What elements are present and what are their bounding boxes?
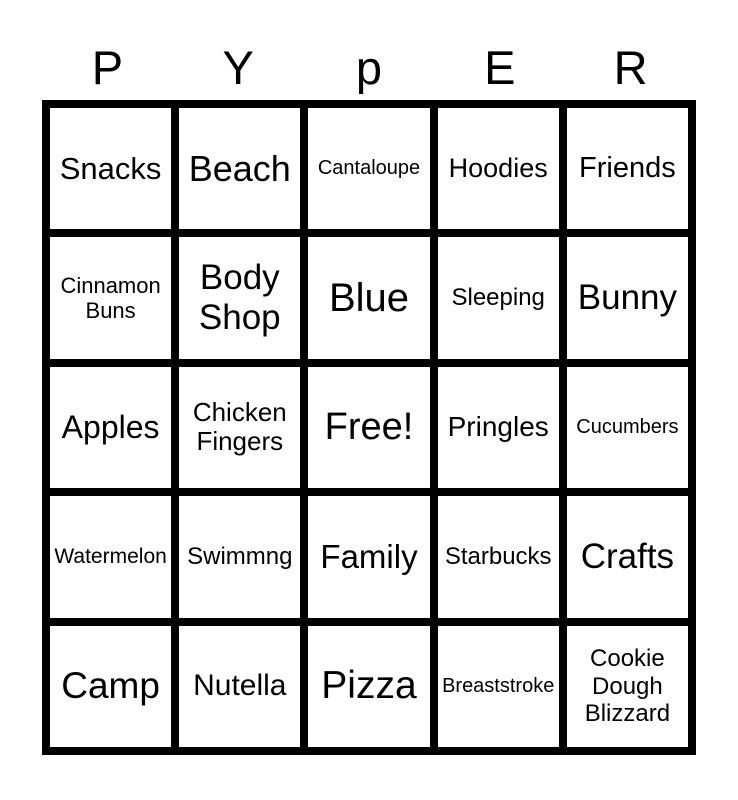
cell-label: Swimmng — [187, 543, 293, 571]
bingo-cell-r3c3-free-space[interactable] — [308, 367, 429, 488]
cell-label: Hoodies — [448, 153, 548, 184]
bingo-cell-r2c3[interactable] — [308, 237, 429, 358]
bingo-cell-r5c3[interactable] — [308, 626, 429, 747]
bingo-grid — [42, 100, 696, 755]
bingo-cell-r1c5[interactable] — [567, 108, 688, 229]
cell-label: Cinnamon Buns — [60, 272, 161, 324]
cell-label: Cucumbers — [576, 415, 679, 438]
bingo-cell-r4c5[interactable] — [567, 496, 688, 617]
cell-label: Pringles — [447, 411, 549, 443]
cell-label: Apples — [61, 409, 160, 446]
cell-label: Friends — [579, 152, 676, 185]
bingo-cell-r2c2[interactable] — [179, 237, 300, 358]
bingo-cell-r5c5[interactable] — [567, 626, 688, 747]
bingo-cell-r2c1[interactable] — [50, 237, 171, 358]
title-letter-5: R — [613, 41, 648, 94]
cell-label: Free! — [324, 405, 414, 448]
bingo-cell-r2c5[interactable] — [567, 237, 688, 358]
bingo-cell-r1c1[interactable] — [50, 108, 171, 229]
bingo-cell-r2c4[interactable] — [438, 237, 559, 358]
bingo-cell-r3c5[interactable] — [567, 367, 688, 488]
bingo-cell-r5c2[interactable] — [179, 626, 300, 747]
bingo-cell-r1c4[interactable] — [438, 108, 559, 229]
cell-label: Family — [320, 537, 418, 575]
cell-label: Camp — [61, 665, 160, 707]
cell-label: Sleeping — [451, 284, 545, 312]
bingo-cell-r3c1[interactable] — [50, 367, 171, 488]
cell-label: Chicken Fingers — [192, 396, 287, 457]
bingo-cell-r4c2[interactable] — [179, 496, 300, 617]
cell-label: Starbucks — [444, 543, 552, 571]
bingo-cell-r3c4[interactable] — [438, 367, 559, 488]
cell-label: Bunny — [577, 277, 678, 317]
cell-label: Crafts — [580, 536, 675, 576]
cell-label: Blue — [328, 276, 410, 321]
bingo-cell-r1c3[interactable] — [308, 108, 429, 229]
cell-label: Nutella — [193, 669, 287, 703]
title-letter-2: Y — [222, 41, 254, 94]
cell-label: Breaststroke — [442, 674, 555, 697]
bingo-cell-r4c4[interactable] — [438, 496, 559, 617]
cell-label: Cookie Dough Blizzard — [584, 644, 671, 728]
bingo-cell-r5c1[interactable] — [50, 626, 171, 747]
cell-label: Cantaloupe — [317, 157, 421, 180]
bingo-cell-r5c4[interactable] — [438, 626, 559, 747]
title-letter-4: E — [484, 41, 516, 94]
bingo-cell-r4c3[interactable] — [308, 496, 429, 617]
cell-label: Body Shop — [198, 257, 281, 338]
title-letter-3: p — [355, 41, 383, 94]
bingo-cell-r4c1[interactable] — [50, 496, 171, 617]
card-title — [42, 0, 696, 100]
title-letter-1: P — [91, 41, 124, 94]
cell-label: Watermelon — [54, 544, 167, 568]
cell-label: Snacks — [59, 150, 162, 186]
bingo-cell-r1c2[interactable] — [179, 108, 300, 229]
bingo-cell-r3c2[interactable] — [179, 367, 300, 488]
cell-label: Beach — [188, 148, 291, 189]
cell-label: Pizza — [321, 663, 417, 707]
